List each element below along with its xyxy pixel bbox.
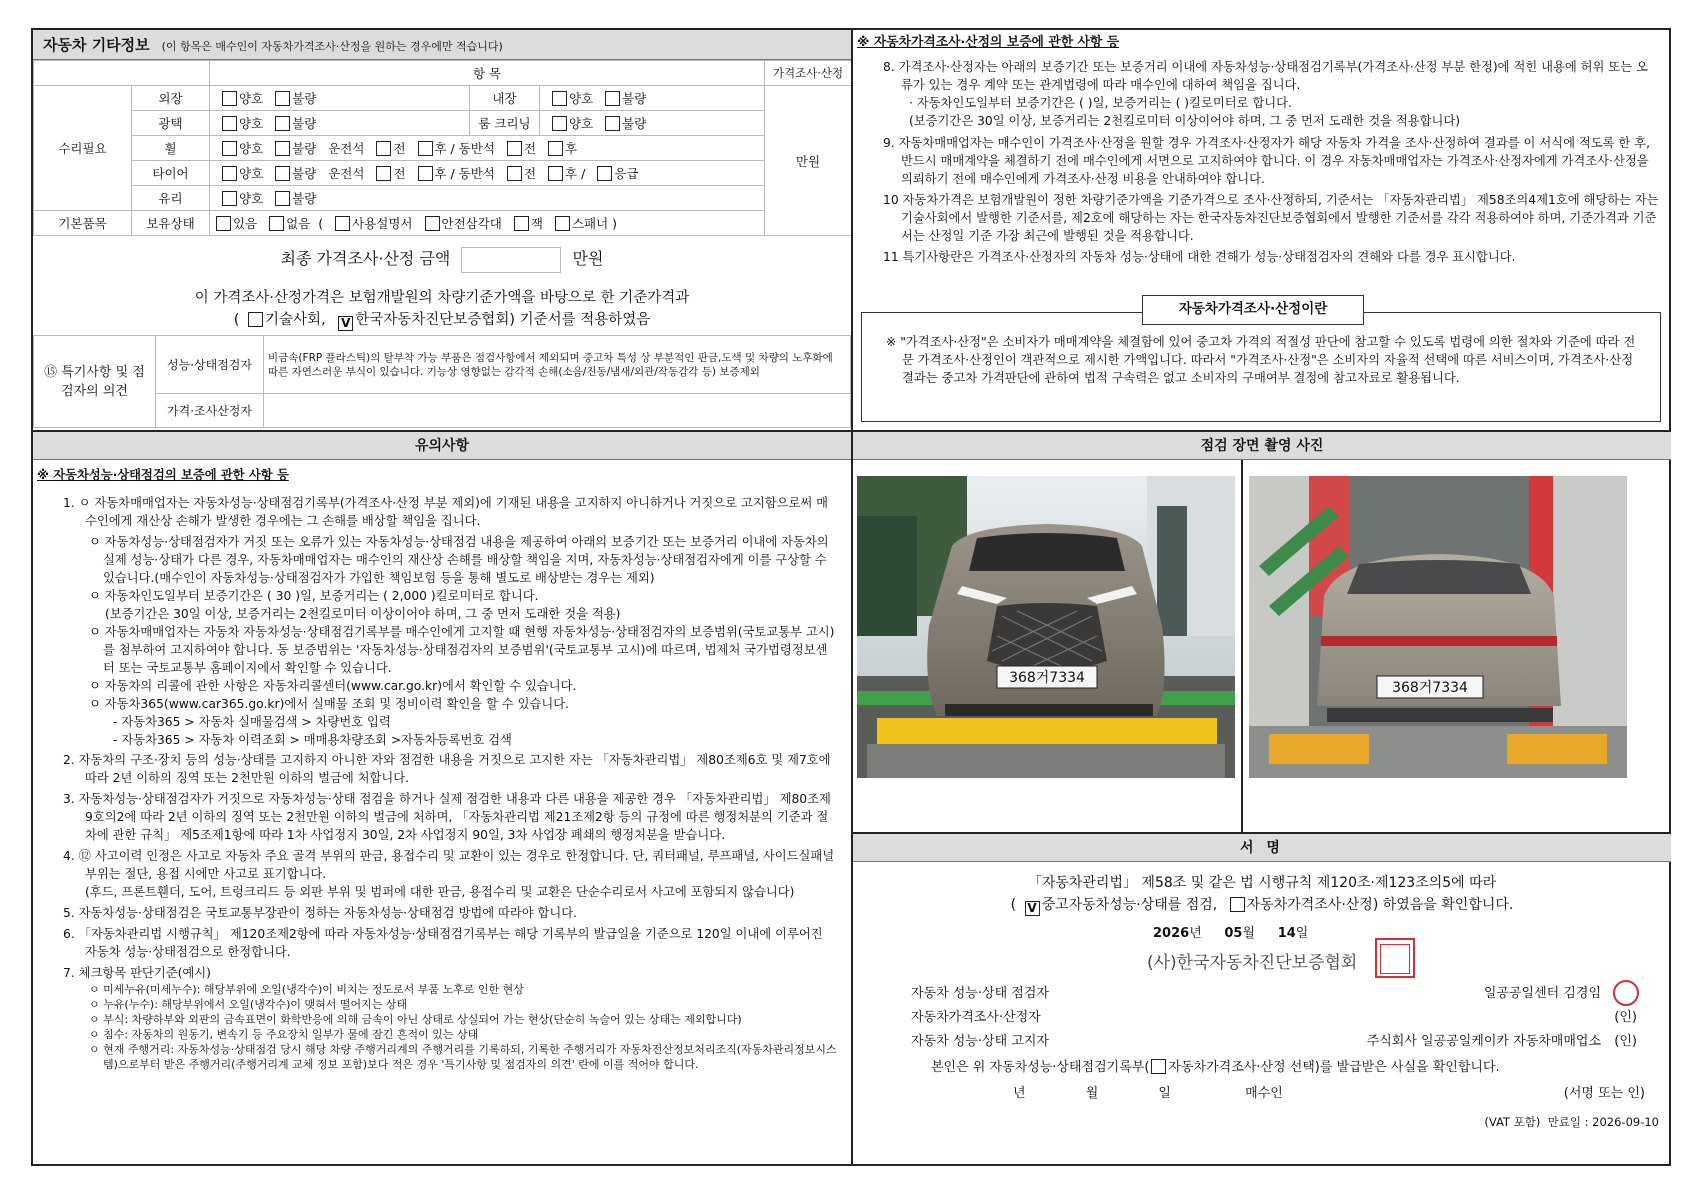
inspector-seal-icon bbox=[1613, 980, 1639, 1006]
appraisal-definition-text: ※ "가격조사·산정"은 소비자가 매매계약을 체결함에 있어 중고차 가격의 적절성 판단에 참고할 수 있도록 법령에 의한 절차와 기준에 따라 전문 가격조사·산정인이 객관적으로 제시한 가액입니다. 따라서 "가격조사·산정"은 소비자의 자율적 선택에 따른 서비스이며, 가격조사·산정 결과는 중고차 가격판단에 관하여 법적 구속력은 없고 소비자의 구매여부 결정에 참고자료로 활용됩니다. bbox=[886, 335, 1636, 385]
association-seal-icon bbox=[1375, 938, 1415, 978]
buyer-sign-row: 년 월 일 매수인 (서명 또는 인) bbox=[1013, 1082, 1653, 1101]
tire-driver-rear-checkbox[interactable] bbox=[418, 166, 433, 181]
jack-checkbox[interactable] bbox=[514, 216, 529, 231]
buyer-sign-text: (서명 또는 인) bbox=[1563, 1086, 1645, 1101]
repair-label: 수리필요 bbox=[34, 86, 132, 211]
inspector-label: 성능·상태점검자 bbox=[156, 336, 264, 394]
warranty-list bbox=[853, 52, 1671, 266]
basic-items-label: 기본품목 bbox=[34, 211, 132, 236]
manual-checkbox[interactable] bbox=[335, 216, 350, 231]
photos-section bbox=[853, 432, 1671, 832]
exterior-bad-checkbox[interactable] bbox=[275, 91, 290, 106]
room-clean-bad-checkbox[interactable] bbox=[605, 116, 620, 131]
notice-7b: ㅇ 누유(누수): 해당부위에서 오일(냉각수)이 맺혀서 떨어지는 상태 bbox=[89, 998, 408, 1011]
row-interior: 내장 bbox=[470, 86, 540, 111]
association-name: (사)한국자동차진단보증협회 bbox=[1147, 953, 1358, 973]
tire-passenger-front-checkbox[interactable] bbox=[507, 166, 522, 181]
signature-date: 2026년 05월 14일 bbox=[1153, 926, 1309, 941]
notice-4b: (후드, 프론트휀더, 도어, 트렁크리드 등 외판 부위 및 범퍼에 대한 판금, 용접수리 및 교환은 단순수리로서 사고에 포함되지 않습니다) bbox=[85, 885, 795, 899]
row-gloss: 광택 bbox=[132, 111, 210, 136]
exterior-good-checkbox[interactable] bbox=[222, 91, 237, 106]
notice-7c: ㅇ 부식: 차량하부와 외판의 금속표면이 화학반응에 의해 금속이 아닌 상태로 상실되어 가는 현상(단순히 녹슬어 있는 상태는 제외합니다) bbox=[89, 1013, 742, 1026]
none-checkbox[interactable] bbox=[269, 216, 284, 231]
signature-section bbox=[853, 834, 1671, 1168]
wheel-bad-checkbox[interactable] bbox=[275, 141, 290, 156]
notice-1c: ㅇ 자동차인도일부터 보증기간은 ( 30 )일, 보증거리는 ( 2,000 )킬로미터로 합니다. bbox=[89, 589, 539, 603]
other-info-subtitle: (이 항목은 매수인이 자동차가격조사·산정을 원하는 경우에만 적습니다) bbox=[161, 40, 503, 53]
rear-plate-text: 368거7334 bbox=[1392, 680, 1468, 696]
final-price-row bbox=[33, 246, 851, 273]
front-car-image bbox=[857, 476, 1235, 778]
row-exterior: 외장 bbox=[132, 86, 210, 111]
appraiser-opinion[interactable] bbox=[264, 394, 851, 428]
inspect-checkbox[interactable]: V bbox=[1025, 901, 1040, 916]
appraiser-sign-label: 자동차가격조사·산정자 bbox=[911, 1010, 1041, 1025]
photos-title: 점검 장면 촬영 사진 bbox=[853, 432, 1671, 460]
notice-7d: ㅇ 침수: 자동차의 원동기, 변속기 등 주요장치 일부가 물에 잠긴 흔적이 있는 상태 bbox=[89, 1028, 479, 1041]
appraise-checkbox[interactable] bbox=[1230, 897, 1245, 912]
room-clean-good-checkbox[interactable] bbox=[552, 116, 567, 131]
notice-2: 2. 자동차의 구조·장치 등의 성능·상태를 고지하지 아니한 자와 점검한 내용을 거짓으로 고지한 자는 「자동차관리법」 제80조제6호 및 제7호에 따라 2년 이하의 징역 또는 2천만원 이하의 벌금에 처합니다. bbox=[63, 753, 831, 785]
appraiser-label: 가격·조사산정자 bbox=[156, 394, 264, 428]
notice-list bbox=[33, 484, 851, 1072]
notice-7a: ㅇ 미세누유(미세누수): 해당부위에 오일(냉각수)이 비치는 정도로서 부품 노후로 인한 현상 bbox=[89, 983, 524, 996]
interior-bad-checkbox[interactable] bbox=[605, 91, 620, 106]
price-unit: 만원 bbox=[765, 86, 852, 236]
rear-photo bbox=[1249, 476, 1627, 778]
header-item: 항 목 bbox=[210, 61, 765, 86]
possession-label: 보유상태 bbox=[132, 211, 210, 236]
wheel-driver-front-checkbox[interactable] bbox=[376, 141, 391, 156]
notifier-seal-text: (인) bbox=[1614, 1034, 1637, 1049]
appraiser-seal-text: (인) bbox=[1614, 1010, 1637, 1025]
signature-line1: 「자동차관리법」 제58조 및 같은 법 시행규칙 제120조·제123조의5에 따라 bbox=[1027, 875, 1497, 891]
final-price-label: 최종 가격조사·산정 금액 bbox=[280, 249, 451, 268]
notice-1f: ㅇ 자동차365(www.car365.go.kr)에서 실매물 조회 및 정비이력 확인을 할 수 있습니다. bbox=[89, 697, 570, 711]
row-wheel: 휠 bbox=[132, 136, 210, 161]
special-notes-table bbox=[33, 335, 851, 428]
signature-title: 서 명 bbox=[853, 834, 1671, 862]
glass-bad-checkbox[interactable] bbox=[275, 191, 290, 206]
basis-line1: 이 가격조사·산정가격은 보험개발원의 차량기준가액을 바탕으로 한 기준가격과 bbox=[194, 289, 690, 306]
front-photo bbox=[857, 476, 1235, 778]
signatory-list bbox=[911, 982, 1651, 1054]
row-room-clean: 룸 크리닝 bbox=[470, 111, 540, 136]
row-glass: 유리 bbox=[132, 186, 210, 211]
left-column bbox=[33, 30, 851, 1071]
tire-passenger-rear-checkbox[interactable] bbox=[548, 166, 563, 181]
appraisal-definition-title: 자동차가격조사·산정이란 bbox=[1142, 295, 1364, 325]
inspection-record-page bbox=[31, 28, 1671, 1166]
signature-statement: 「자동차관리법」 제58조 및 같은 법 시행규칙 제120조·제123조의5에 따라 ( V 중고자동차성능·상태를 점검, 자동차가격조사·산정) 하였음을 확인합니다. bbox=[853, 872, 1671, 916]
final-price-unit: 만원 bbox=[572, 249, 604, 268]
triangle-checkbox[interactable] bbox=[425, 216, 440, 231]
notice-5: 5. 자동차성능·상태점검은 국토교통부장관이 정하는 자동차성능·상태점검 방법에 따라야 합니다. bbox=[63, 906, 578, 920]
row-tire: 타이어 bbox=[132, 161, 210, 186]
has-checkbox[interactable] bbox=[216, 216, 231, 231]
warranty-10: 10 자동차가격은 보험개발원이 정한 차량기준가액을 기준가격으로 조사·산정하되, 기준서는 「자동차관리법」 제58조의4제1호에 해당하는 자는 기술사회에서 발행한 기준서를, 제2호에 해당하는 자는 한국자동차진단보증협회에서 발행한 기준서를 각각 적용하여야 하며, 기준가격과 기준서는 산정일 기준 가장 최근에 발행된 것을 적용합니다. bbox=[883, 193, 1659, 243]
inspector-opinion: 비금속(FRP 플라스틱)의 탈부착 가능 부품은 점검사항에서 제외되며 중고차 특성 상 부분적인 판금,도색 및 차량의 노후화에 따른 자연스러운 부식이 있습니다. 기능상 영향없는 감각적 손해(소음/진동/냄새/외관/작동감각 등) 보증제외 bbox=[264, 336, 851, 394]
other-info-table: 항 목 가격조사·산정 수리필요 외장 양호 불량 내장 양호 불량 만원 광택 양호 불량 룸 크리닝 양호 불량 휠 양호 불량 운전석 전 후 / 동반석 전 후 타이어 양호 불량 운전석 전 후 / 동반석 전 후 / 응급 유리 양호 불량 기본품목 보유상태 있음 없음 ( 사용설명서 안전삼각대 잭 스패너 ) bbox=[33, 60, 852, 236]
notice-1a: 1. ㅇ 자동차매매업자는 자동차성능·상태점검기록부(가격조사·산정 부분 제외)에 기재된 내용을 고지하지 아니하거나 거짓으로 고지함으로써 매수인에게 재산상 손해가 발생한 경우에는 그 손해를 배상할 책임을 집니다. bbox=[63, 496, 829, 528]
notice-title: 유의사항 bbox=[33, 432, 851, 460]
warranty-section bbox=[853, 30, 1671, 430]
wheel-driver-rear-checkbox[interactable] bbox=[418, 141, 433, 156]
expiry-info: (VAT 포함) 만료일 : 2026-09-10 bbox=[1484, 1115, 1659, 1129]
tire-emergency-checkbox[interactable] bbox=[597, 166, 612, 181]
notice-1b: ㅇ 자동차성능·상태점검자가 거짓 또는 오류가 있는 자동차성능·상태점검 내용을 제공하여 아래의 보증기간 또는 보증거리 이내에 자동차의 실제 성능·상태가 다른 경우, 자동차매매업자는 매수인의 재산상 손해를 배상할 책임을 지며, 자동차성능·상태점검자에게 이를 구상할 수 있습니다.(매수인이 자동차성능·상태점검자가 가입한 책임보험 등을 통해 별도로 배상받는 경우는 제외) bbox=[89, 535, 829, 585]
header-price: 가격조사·산정 bbox=[765, 61, 852, 86]
gloss-good-checkbox[interactable] bbox=[222, 116, 237, 131]
wheel-good-checkbox[interactable] bbox=[222, 141, 237, 156]
notifier-sign-value: 주식회사 일공공일케이카 자동차매매업소 bbox=[1366, 1034, 1601, 1049]
notifier-sign-label: 자동차 성능·상태 고지자 bbox=[911, 1034, 1049, 1049]
spanner-checkbox[interactable] bbox=[555, 216, 570, 231]
notice-7: 7. 체크항목 판단기준(예시) bbox=[63, 966, 211, 980]
warranty-8: 8. 가격조사·산정자는 아래의 보증기간 또는 보증거리 이내에 자동차성능·상태점검기록부(가격조사·산정 부분 한정)에 적힌 내용에 허위 또는 오류가 있는 경우 계약 또는 관계법령에 따라 매수인에 대하여 책임을 집니다. bbox=[883, 60, 1648, 92]
inspector-sign-value: 일공공일센터 김경임 bbox=[1483, 986, 1601, 1001]
notice-section bbox=[33, 432, 851, 1072]
buyer-label: 매수인 bbox=[1245, 1086, 1283, 1101]
tire-good-checkbox[interactable] bbox=[222, 166, 237, 181]
notice-1c2: (보증기간은 30일 이상, 보증거리는 2천킬로미터 이상이어야 하며, 그 중 먼저 도래한 것을 적용) bbox=[105, 607, 621, 621]
special-notes-label: ⑮ 특기사항 및 점검자의 의견 bbox=[34, 336, 156, 428]
glass-good-checkbox[interactable] bbox=[222, 191, 237, 206]
notice-1e: ㅇ 자동차의 리콜에 관한 사항은 자동차리콜센터(www.car.go.kr)에서 확인할 수 있습니다. bbox=[89, 679, 577, 693]
expiry-date: 만료일 : 2026-09-10 bbox=[1547, 1115, 1659, 1129]
warranty-8a: · 자동차인도일부터 보증기간은 ( )일, 보증거리는 ( )킬로미터로 합니다. bbox=[909, 96, 1292, 110]
appraisal-definition-box bbox=[861, 301, 1661, 422]
right-column bbox=[853, 30, 1671, 1129]
basis-tech-checkbox[interactable] bbox=[248, 312, 263, 327]
notice-3: 3. 자동차성능·상태점검자가 거짓으로 자동차성능·상태 점검을 하거나 실제 점검한 내용과 다른 내용을 제공한 경우 「자동차관리법」 제80조제9호의2에 따라 2년 이하의 징역 또는 2천만원 이하의 벌금에 처하며, 「자동차관리법 제21조제2항 등의 규정에 따른 행정처분의 기준과 절차에 관한 규칙」 제5조제1항에 따라 1차 사업정지 30일, 2차 사업정지 90일, 3차 사업장 폐쇄의 행정처분을 받습니다. bbox=[63, 792, 831, 842]
warranty-heading: ※ 자동차가격조사·산정의 보증에 관한 사항 등 bbox=[857, 35, 1120, 50]
tire-bad-checkbox[interactable] bbox=[275, 166, 290, 181]
warranty-11: 11 특기사항란은 가격조사·산정자의 자동차 성능·상태에 대한 견해가 성능·상태점검자의 견해와 다를 경우 표시합니다. bbox=[883, 250, 1516, 264]
warranty-8b: (보증기간은 30일 이상, 보증거리는 2천킬로미터 이상이어야 하며, 그 중 먼저 도래한 것을 적용합니다) bbox=[909, 114, 1461, 128]
interior-good-checkbox[interactable] bbox=[552, 91, 567, 106]
front-plate-text: 368거7334 bbox=[1009, 670, 1085, 686]
notice-1f1: - 자동차365 > 자동차 실매물검색 > 차량번호 입력 bbox=[113, 715, 391, 729]
inspector-sign-label: 자동차 성능·상태 점검자 bbox=[911, 986, 1049, 1001]
other-info-title: 자동차 기타정보 bbox=[43, 36, 150, 54]
notice-1d: ㅇ 자동차매매업자는 자동차 자동차성능·상태점검기록부를 매수인에게 고지할 때 현행 자동차성능·상태점검자의 보증범위(국토교통부 고시)를 첨부하여 고지하여야 합니다. 동 보증범위는 '자동차성능·상태점검자의 보증범위'(국토교통부 고시)에 따르며, 법제처 국가법령정보센터 또는 국토교통부 홈페이지에서 확인할 수 있습니다. bbox=[89, 625, 835, 675]
other-info-section bbox=[33, 30, 851, 430]
notice-6: 6. 「자동차관리법 시행규칙」 제120조제2항에 따라 자동차성능·상태점검기록부는 해당 기록부의 발급일을 기준으로 120일 이내에 이루어진 자동차 성능·상태점검으로 한정합니다. bbox=[63, 927, 823, 959]
buyer-appraise-checkbox[interactable] bbox=[1151, 1059, 1166, 1074]
notice-7e: ㅇ 현재 주행거리: 자동차성능·상태점검 당시 해당 차량 주행거리계의 주행거리를 기록하되, 기록한 주행거리가 자동차전산정보처리조직(자동차관리정보시스템)으로부터 받은 주행거리(주행거리계 교체 정보 포함)보다 적은 경우 '특기사항 및 점검자의 의견' 란에 이를 적어야 합니다. bbox=[89, 1043, 837, 1071]
notice-1f2: - 자동차365 > 자동차 이력조회 > 매매용차량조회 >자동차등록번호 검색 bbox=[113, 733, 512, 747]
notice-4: 4. ⑫ 사고이력 인정은 사고로 자동차 주요 골격 부위의 판금, 용접수리 및 교환이 있는 경우로 한정합니다. 단, 쿼터패널, 루프패널, 사이드실패널 부위는 절단, 용접 시에만 사고로 표기합니다. bbox=[63, 849, 835, 881]
final-price-input[interactable] bbox=[461, 247, 561, 273]
basis-text: 이 가격조사·산정가격은 보험개발원의 차량기준가액을 바탕으로 한 기준가격과 ( 기술사회, V 한국자동차진단보증협회) 기준서를 적용하였음 bbox=[33, 287, 851, 331]
wheel-passenger-rear-checkbox[interactable] bbox=[548, 141, 563, 156]
buyer-confirm: 본인은 위 자동차성능·상태점검기록부( 자동차가격조사·산정 선택)를 발급받은 사실을 확인합니다. bbox=[931, 1060, 1500, 1075]
wheel-passenger-front-checkbox[interactable] bbox=[507, 141, 522, 156]
notice-heading: ※ 자동차성능·상태점검의 보증에 관한 사항 등 bbox=[37, 468, 289, 482]
other-info-header bbox=[33, 30, 851, 60]
warranty-9: 9. 자동차매매업자는 매수인이 가격조사·산정을 원할 경우 가격조사·산정자가 해당 자동차 가격을 조사·산정하여 결과를 이 서식에 적도록 한 후, 반드시 매매계약을 체결하기 전에 매수인에게 서면으로 고지하여야 합니다. 이 경우 자동차매매업자는 가격조사·산정자에게 가격조사·산정을 의뢰하기 전에 매수인에게 가격조사·산정 비용을 안내하여야 합니다. bbox=[883, 136, 1651, 186]
basis-kaa-checkbox[interactable]: V bbox=[338, 316, 353, 331]
rear-car-image bbox=[1249, 476, 1627, 778]
tire-driver-front-checkbox[interactable] bbox=[376, 166, 391, 181]
gloss-bad-checkbox[interactable] bbox=[275, 116, 290, 131]
